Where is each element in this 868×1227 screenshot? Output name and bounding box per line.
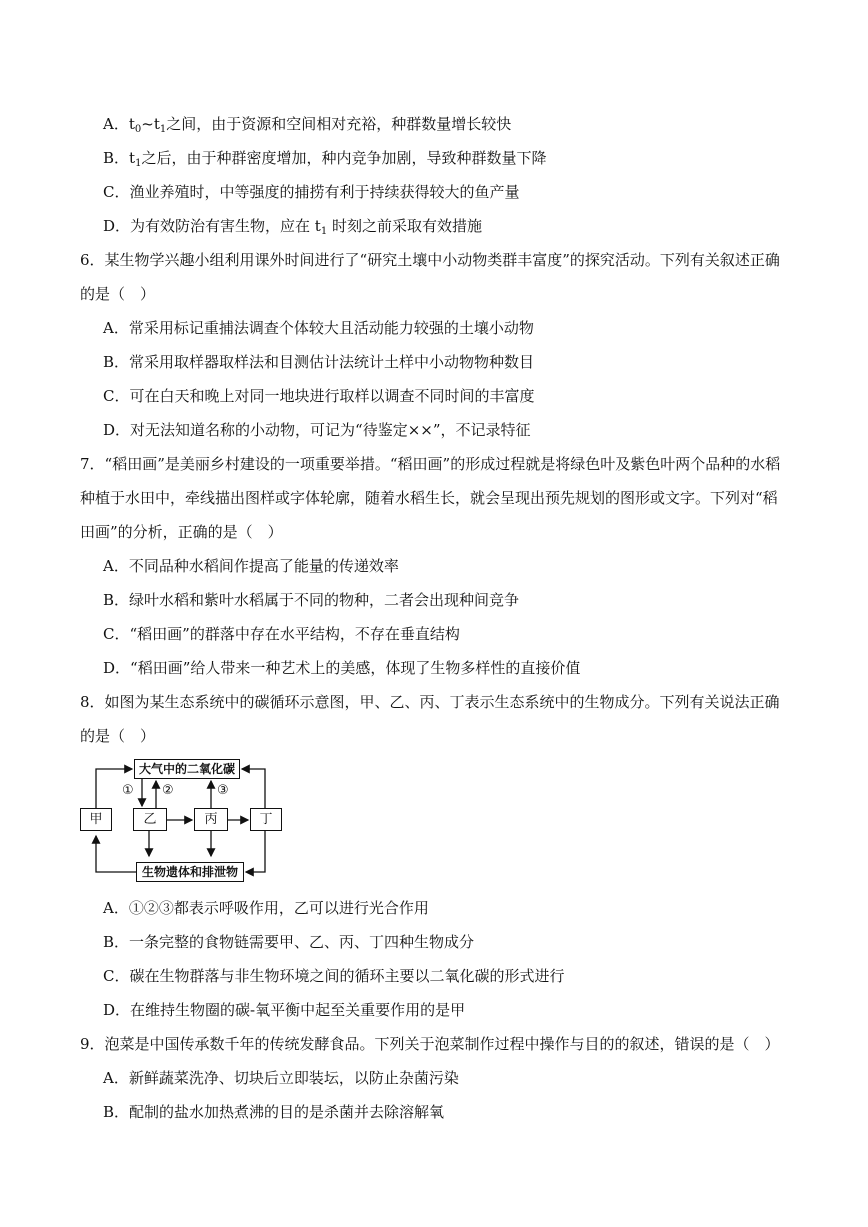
q7-option-c: C．“稻田画”的群落中存在水平结构，不存在垂直结构 <box>103 625 460 643</box>
q8-stem-line1: 8．如图为某生态系统中的碳循环示意图，甲、乙、丙、丁表示生态系统中的生物成分。下列有关说法正确 <box>80 693 780 711</box>
q9-option-a: A．新鲜蔬菜洗净、切块后立即装坛，以防止杂菌污染 <box>103 1069 459 1087</box>
carbon-cycle-diagram <box>78 756 298 886</box>
q5-option-d: D．为有效防治有害生物，应在 $t_1$ 时刻之前采取有效措施 <box>103 217 482 237</box>
jia-box: 甲 <box>80 808 112 831</box>
ding-box: 丁 <box>250 808 282 831</box>
q8-stem-line2: 的是（ ） <box>80 727 156 745</box>
q6-option-b: B．常采用取样器取样法和目测估计法统计土样中小动物物种数目 <box>103 353 535 371</box>
q6-option-c: C．可在白天和晚上对同一地块进行取样以调查不同时间的丰富度 <box>103 387 535 405</box>
q8-option-c: C．碳在生物群落与非生物环境之间的循环主要以二氧化碳的形式进行 <box>103 967 565 985</box>
label-circle-3: ③ <box>217 783 229 798</box>
q8-option-b: B．一条完整的食物链需要甲、乙、丙、丁四种生物成分 <box>103 933 475 951</box>
q5-option-c: C．渔业养殖时，中等强度的捕捞有利于持续获得较大的鱼产量 <box>103 183 520 201</box>
q7-stem-line1: 7．“稻田画”是美丽乡村建设的一项重要举措。“稻田画”的形成过程就是将绿色叶及紫色叶两个品种的水稻 <box>80 455 781 473</box>
bing-box: 丙 <box>194 808 228 831</box>
q9-stem-line1: 9．泡菜是中国传承数千年的传统发酵食品。下列关于泡菜制作过程中操作与目的的叙述，错误的是（ ） <box>80 1035 780 1053</box>
q5-option-b: B．$t_1$之后，由于种群密度增加，种内竞争加剧，导致种群数量下降 <box>103 149 547 169</box>
q7-option-a: A．不同品种水稻间作提高了能量的传递效率 <box>103 557 399 575</box>
q7-stem-line2: 种植于水田中，牵线描出图样或字体轮廓，随着水稻生长，就会呈现出预先规划的图形或文字。下列对“稻 <box>80 489 778 507</box>
q8-option-a: A．①②③都表示呼吸作用，乙可以进行光合作用 <box>103 899 429 917</box>
q7-option-b: B．绿叶水稻和紫叶水稻属于不同的物种，二者会出现种间竞争 <box>103 591 520 609</box>
q6-stem-line1: 6．某生物学兴趣小组利用课外时间进行了“研究土壤中小动物类群丰富度”的探究活动。下列有关叙述正确 <box>80 251 780 269</box>
q9-option-b: B．配制的盐水加热煮沸的目的是杀菌并去除溶解氧 <box>103 1103 445 1121</box>
yi-box: 乙 <box>133 808 167 831</box>
q6-stem-line2: 的是（ ） <box>80 285 156 303</box>
q7-stem-line3: 田画”的分析，正确的是（ ） <box>80 523 283 541</box>
q6-option-d: D．对无法知道名称的小动物，可记为“待鉴定××”，不记录特征 <box>103 421 531 439</box>
atmosphere-co2-box: 大气中的二氧化碳 <box>134 759 240 779</box>
q8-option-d: D．在维持生物圈的碳-氧平衡中起至关重要作用的是甲 <box>103 1001 466 1019</box>
remains-box: 生物遗体和排泄物 <box>136 862 244 882</box>
label-circle-2: ② <box>162 783 174 798</box>
label-circle-1: ① <box>122 783 134 798</box>
q7-option-d: D．“稻田画”给人带来一种艺术上的美感，体现了生物多样性的直接价值 <box>103 659 581 677</box>
q5-option-a: A．$t_0\sim t_1$之间，由于资源和空间相对充裕，种群数量增长较快 <box>103 115 512 135</box>
q6-option-a: A．常采用标记重捕法调查个体较大且活动能力较强的土壤小动物 <box>103 319 534 337</box>
